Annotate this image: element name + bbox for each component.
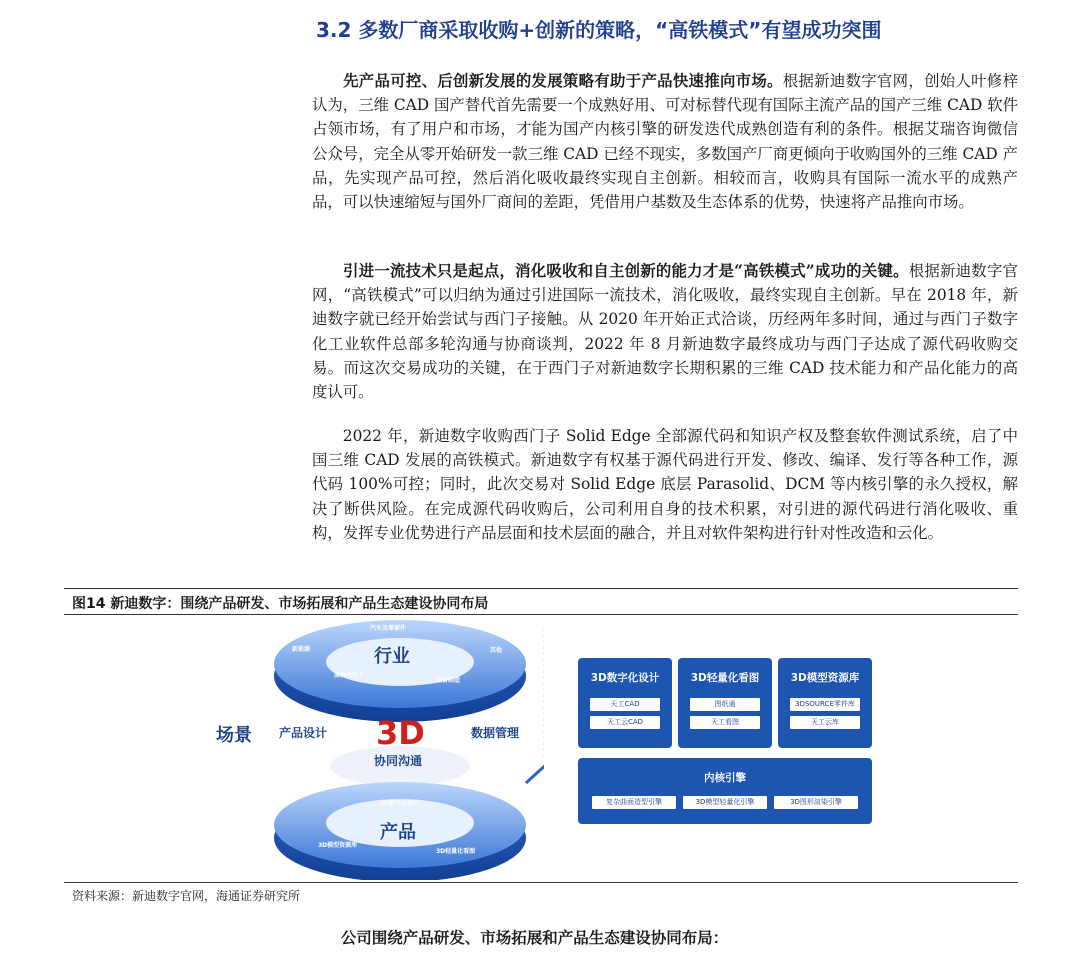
paragraph-1-lead: 先产品可控、后创新发展的发展策略有助于产品快速推向市场。 [342,72,783,90]
section-heading: 3.2 多数厂商采取收购+创新的策略，“高铁模式”有望成功突围 [316,18,882,42]
industry-segment-auto: 汽车及零部件 [370,625,407,632]
chip-surface-engine: 复杂曲面造型引擎 [592,796,676,809]
industry-segment-electronics: 高科技电子 [334,672,365,679]
chip-tiangong-cad: 天工CAD [590,698,660,711]
product-segment-library: 3D模型资源库 [318,842,358,849]
figure-source: 资料来源：新迪数字官网，海通证券研究所 [72,889,301,903]
chip-tiangong-cloud-lib: 天工云库 [790,716,860,729]
chip-tuzhitong: 图纸通 [690,698,760,711]
panel-3d-viewer [678,658,772,748]
summary-heading: 公司围绕产品研发、市场拓展和产品生态建设协同布局： [340,928,729,947]
collab-label: 协同沟通 [374,754,423,768]
figure-bottom-rule [64,882,1018,883]
industry-segment-energy: 新能源 [292,646,311,653]
chip-lightweight-engine: 3D模型轻量化引擎 [683,796,767,809]
figure-title-rule [64,614,1018,615]
panel-3d-library [778,658,872,748]
paragraph-2-lead: 引进一流技术只是起点，消化吸收和自主创新的能力才是“高铁模式”成功的关键。 [342,262,909,280]
scene-label: 场景 [216,725,252,746]
paragraph-1 [312,69,1018,214]
panel-3d-design-title: 3D数字化设计 [590,672,660,684]
figure-title: 图14 新迪数字：围绕产品研发、市场拓展和产品生态建设协同布局 [72,596,489,612]
panel-kernel-title: 内核引擎 [704,772,746,784]
figure-diagram [64,618,1018,880]
paragraph-3-body: 2022 年，新迪数字收购西门子 Solid Edge 全部源代码和知识产权及整套软件测试系统，启了中国三维 CAD 发展的高铁模式。新迪数字有权基于源代码进行开发、修改、编译、发行等各种工作，源代码 100%可控；同时，此次交易对 Solid Edge 底层 Parasolid、DCM 等内核引擎的永久授权，解决了断供风险。在完成源代码收购后，公司利用自身的技术积累，对引进的源代码进行消化吸收、重构，发挥专业优势进行产品层面和技术层面的融合，并且对软件架构进行针对性改造和云化。 [312,427,1018,542]
panel-3d-viewer-title: 3D轻量化看图 [690,672,760,684]
paragraph-2-body: 根据新迪数字官网，“高铁模式”可以归纳为通过引进国际一流技术，消化吸收，最终实现自主创新。早在 2018 年，新迪数字就已经开始尝试与西门子接触。从 2020 年开始正式洽谈，历经两年多时间，通过与西门子数字化工业软件总部多轮沟通与协商谈判，2022 年 8 月新迪数字最终成功与西门子达成了源代码收购交易。而这次交易成功的关键，在于西门子对新迪数字长期积累的三维 CAD 技术能力和产品化能力的高度认可。 [312,262,1018,402]
industry-label: 行业 [374,646,410,667]
data-mgmt-label: 数据管理 [471,726,520,740]
panel-kernel [578,758,872,824]
panel-3d-design [578,658,672,748]
product-design-label: 产品设计 [279,726,328,740]
product-segment-design: 3D数字化设计 [380,800,420,807]
paragraph-1-body: 根据新迪数字官网，创始人叶修梓认为，三维 CAD 国产替代首先需要一个成熟好用、可对标替代现有国际主流产品的国产三维 CAD 软件占领市场，有了用户和市场，才能为国产内核引擎的研发迭代成熟创造有利的条件。根据艾瑞咨询微信公众号，完全从零开始研发一款三维 CAD 已经不现实，多数国产厂商更倾向于收购国外的三维 CAD 产品，先实现产品可控，然后消化吸收最终实现自主创新。相较而言，收购具有国际一流水平的成熟产品，可以快速缩短与国外厂商间的差距，凭借用户基数及生态体系的优势，快速将产品推向市场。 [312,72,1018,212]
figure-top-rule [64,588,1018,589]
product-segment-viewer: 3D轻量化看图 [436,848,476,855]
industry-segment-other: 其他 [490,647,503,654]
product-label: 产品 [380,822,416,843]
center-3d-label: 3D [376,714,425,752]
chip-tiangong-cloud-cad: 天工云CAD [590,716,660,729]
paragraph-3 [312,424,1018,545]
chip-tiangong-viewer: 天工看图 [690,716,760,729]
paragraph-2 [312,259,1018,404]
panel-3d-library-title: 3D模型资源库 [790,672,860,684]
flow-arrow [526,758,544,783]
rings-illustration [64,618,544,880]
chip-3dsource: 3DSOURCE零件库 [790,698,860,711]
industry-segment-equipment: 装备制造 [436,677,461,684]
chip-render-engine: 3D图形渲染引擎 [774,796,858,809]
